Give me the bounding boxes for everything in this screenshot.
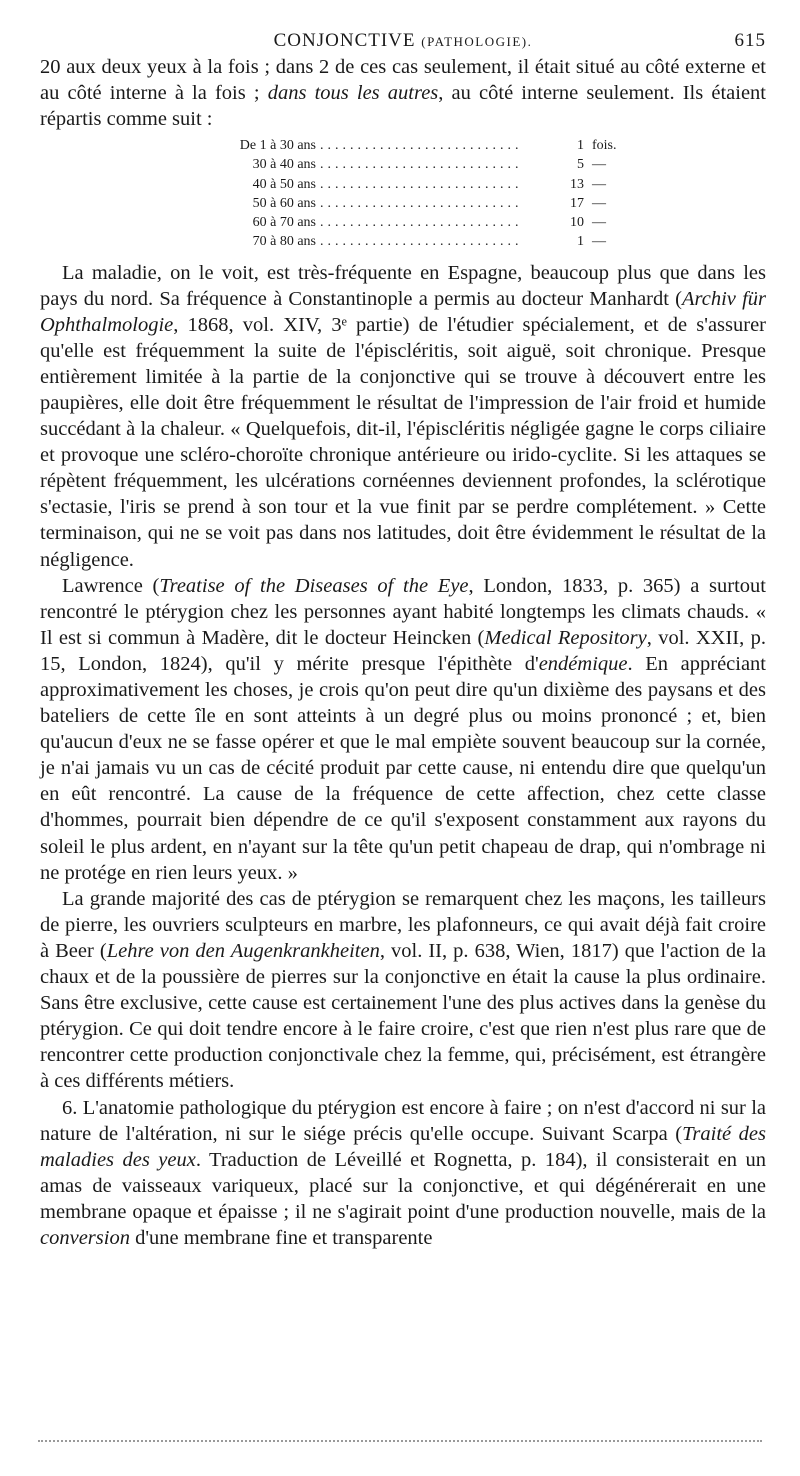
table-row bbox=[214, 155, 642, 174]
age-range: 50 à 60 ans bbox=[252, 195, 316, 211]
age-range: 60 à 70 ans bbox=[252, 215, 316, 231]
table-row bbox=[214, 194, 642, 213]
table-row bbox=[214, 136, 642, 155]
text: , 1868, vol. XIV, 3ᵉ partie) de l'étudier spécialement, et de s'assurer qu'elle est fréquemment la suite de l'épiscléritis, soit aiguë, soit chronique. Presque entièrement limitée à la partie de la conjonctive qui se trouve à découvert entre les paupières, elle doit être fréquemment le résultat de l'impression de l'air froid et humide succédant à la chaleur. « Quelquefois, dit-il, l'épiscléritis négligée gagne le corps ciliaire et provoque une scléro-choroïte chronique antérieure ou irido-cyclite. Si les attaques se répètent fréquemment, les ulcérations cornéennes deviennent profondes, la sclérotique s'ectasie, l'iris se prend à son tour et la vue finit par se perdre complétement. » Cette terminaison, qui ne se voit pas dans nos latitudes, doit être évidemment le résultat de la négligence. bbox=[40, 313, 766, 571]
citation-title: Treatise of the Diseases of the Eye bbox=[159, 574, 469, 597]
emphasis: conversion bbox=[40, 1226, 130, 1249]
text: . En appréciant approximativement les choses, je crois qu'on peut dire qu'un dixième des paysans et des bateliers de cette île en sont atteints à un degré plus ou moins prononcé ; et, bien qu'aucun d'eux ne se fasse opérer et que le mal empiète souvent beaucoup sur la cornée, je n'ai jamais vu un cas de cécité produit par cette cause, ni entendu dire que quelqu'un en eût rencontré. La cause de la fréquence de cette affection, chez cette classe d'hommes, pourrait bien dépendre de ce qu'il s'exposent constamment aux rayons du soleil le plus ardent, en n'ayant sur la tête qu'un petit chapeau de drap, qui n'ombrage ni ne protége en rien leurs yeux. » bbox=[40, 652, 767, 884]
leader-dots: ........................... bbox=[320, 176, 523, 192]
intro-text-b: , au côté interne seulement. Ils étaient répartis comme suit : bbox=[40, 82, 766, 131]
text: La grande majorité des cas de ptérygion se remarquent chez les maçons, les tailleurs de pierre, les ouvriers sculpteurs en marbre, les plafonneurs, ce qui avait déjà fait croire à Beer ( bbox=[40, 887, 766, 962]
header-title-main: CONJONCTIVE bbox=[273, 30, 416, 51]
text: , vol. XXII, p. 15, London, 1824), qu'il y mérite presque l'épithète d' bbox=[40, 626, 766, 675]
text: Lawrence ( bbox=[62, 574, 160, 597]
unit: — bbox=[592, 157, 606, 173]
leader-dots: ........................... bbox=[320, 215, 523, 231]
case-count: 13 bbox=[570, 176, 584, 192]
citation-title: Archiv für Ophthalmologie bbox=[40, 287, 766, 336]
citation-title: Lehre von den Augenkrankheiten bbox=[106, 939, 380, 962]
paragraph-anatomy bbox=[40, 1095, 766, 1252]
running-header bbox=[40, 24, 766, 54]
table-row bbox=[214, 213, 642, 232]
footer-divider bbox=[38, 1440, 762, 1442]
text: , vol. II, p. 638, Wien, 1817) que l'action de la chaux et de la poussière de pierres sur la conjonctive en était la cause la plus ordinaire. Sans être exclusive, cette cause est certainement l'une des plus actives dans la genèse du ptérygion. Ce qui doit tendre encore à le faire croire, c'est que rien n'est plus rare que de rencontrer cette production conjonctivale chez la femme, qui, précisément, est étrangère à ces différents métiers. bbox=[40, 939, 767, 1093]
paragraph-masons bbox=[40, 886, 766, 1095]
age-range: 30 à 40 ans bbox=[252, 157, 316, 173]
text: . Traduction de Léveillé et Rognetta, p. 184), il consisterait en un amas de vaisseaux variqueux, placé sur la conjonctive, et qui dégénérerait en une membrane opaque et épaisse ; il ne s'agirait point d'une production nouvelle, mais de la bbox=[40, 1148, 766, 1223]
intro-text-a: 20 aux deux yeux à la fois ; dans 2 de ces cas seulement, il était situé au côté externe et au côté interne à la fois ; bbox=[40, 56, 766, 105]
emphasis: endémique bbox=[538, 652, 628, 675]
leader-dots: ........................... bbox=[320, 138, 523, 154]
text: La maladie, on le voit, est très-fréquente en Espagne, beaucoup plus que dans les pays du nord. Sa fréquence à Constantinople a permis au docteur Manhardt ( bbox=[40, 261, 766, 310]
case-count: 5 bbox=[577, 157, 584, 173]
age-range: 40 à 50 ans bbox=[252, 176, 316, 192]
header-title bbox=[40, 30, 766, 52]
citation-title: Medical Repository bbox=[484, 626, 647, 649]
leader-dots: ........................... bbox=[320, 157, 523, 173]
paragraph-frequency-spain bbox=[40, 260, 766, 573]
page-number: 615 bbox=[734, 30, 766, 51]
age-range: 70 à 80 ans bbox=[252, 234, 316, 250]
citation-title: Traité des maladies des yeux bbox=[40, 1122, 766, 1171]
case-count: 1 bbox=[577, 138, 584, 154]
table-row bbox=[214, 232, 642, 251]
intro-em: dans tous les autres bbox=[267, 82, 439, 105]
text: , London, 1833, p. 365) a surtout rencontré le ptérygion chez les personnes ayant habité longtemps les climats chauds. « Il est si commun à Madère, dit le docteur Heincken ( bbox=[40, 574, 766, 649]
case-count: 1 bbox=[577, 234, 584, 250]
header-subtitle: (PATHOLOGIE). bbox=[421, 34, 533, 49]
leader-dots: ........................... bbox=[320, 195, 523, 211]
text: d'une membrane fine et transparente bbox=[129, 1226, 433, 1249]
unit: — bbox=[592, 215, 606, 231]
paragraph-lawrence bbox=[40, 573, 766, 886]
unit: — bbox=[592, 195, 606, 211]
age-distribution-table bbox=[214, 136, 642, 251]
age-range: De 1 à 30 ans bbox=[239, 138, 316, 154]
case-count: 10 bbox=[570, 215, 584, 231]
leader-dots: ........................... bbox=[320, 234, 523, 250]
unit: — bbox=[592, 176, 606, 192]
unit: — bbox=[592, 234, 606, 250]
intro-paragraph bbox=[40, 54, 766, 132]
unit: fois. bbox=[592, 138, 617, 154]
table-row bbox=[214, 175, 642, 194]
text: 6. L'anatomie pathologique du ptérygion est encore à faire ; on n'est d'accord ni sur la nature de l'altération, ni sur le siége précis qu'elle occupe. Suivant Scarpa ( bbox=[40, 1096, 766, 1145]
case-count: 17 bbox=[570, 195, 584, 211]
